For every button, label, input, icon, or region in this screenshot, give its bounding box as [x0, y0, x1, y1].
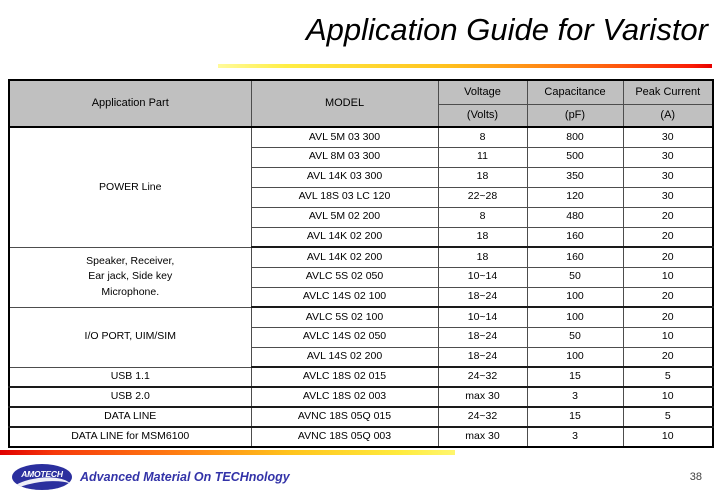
page-title: Application Guide for Varistor: [305, 12, 708, 47]
cell-capacitance: 50: [527, 267, 623, 287]
cell-model: AVLC 14S 02 100: [251, 287, 438, 307]
cell-peak-current: 20: [623, 207, 713, 227]
cell-capacitance: 100: [527, 307, 623, 327]
cell-voltage: 22~28: [438, 187, 527, 207]
cell-peak-current: 5: [623, 407, 713, 427]
cell-voltage: 18~24: [438, 287, 527, 307]
title-accent-rule: [218, 64, 712, 68]
cell-application-part: USB 1.1: [9, 367, 251, 387]
logo-wordmark: AMOTECH: [21, 469, 63, 479]
table-header-row-primary: [9, 80, 713, 105]
slide-footer: [0, 458, 720, 498]
cell-peak-current: 30: [623, 147, 713, 167]
cell-model: AVNC 18S 05Q 015: [251, 407, 438, 427]
page-number: 38: [689, 471, 702, 483]
cell-capacitance: 480: [527, 207, 623, 227]
cell-peak-current: 30: [623, 167, 713, 187]
cell-voltage: max 30: [438, 387, 527, 407]
cell-model: AVLC 18S 02 015: [251, 367, 438, 387]
cell-voltage: 18: [438, 227, 527, 247]
cell-model: AVL 14K 02 200: [251, 247, 438, 267]
cell-capacitance: 15: [527, 407, 623, 427]
cell-application-part: DATA LINE for MSM6100: [9, 427, 251, 447]
cell-capacitance: 160: [527, 247, 623, 267]
cell-application-part: POWER Line: [9, 127, 251, 247]
cell-capacitance: 350: [527, 167, 623, 187]
cell-capacitance: 100: [527, 347, 623, 367]
table-row: [9, 387, 713, 407]
cell-voltage: 24~32: [438, 367, 527, 387]
cell-peak-current: 20: [623, 227, 713, 247]
cell-voltage: 8: [438, 127, 527, 147]
cell-model: AVL 8M 03 300: [251, 147, 438, 167]
cell-application-part: DATA LINE: [9, 407, 251, 427]
cell-voltage: 18~24: [438, 347, 527, 367]
column-unit-capacitance: (pF): [527, 105, 623, 128]
cell-model: AVLC 18S 02 003: [251, 387, 438, 407]
cell-peak-current: 5: [623, 367, 713, 387]
cell-peak-current: 20: [623, 347, 713, 367]
cell-peak-current: 10: [623, 327, 713, 347]
cell-capacitance: 50: [527, 327, 623, 347]
cell-model: AVL 14K 03 300: [251, 167, 438, 187]
column-header-application-part: Application Part: [9, 80, 251, 127]
varistor-application-table: [8, 79, 714, 448]
cell-model: AVLC 5S 02 050: [251, 267, 438, 287]
cell-application-part: Speaker, Receiver, Ear jack, Side key Microphone.: [9, 247, 251, 307]
table-row: [9, 367, 713, 387]
cell-peak-current: 30: [623, 127, 713, 147]
cell-voltage: 18: [438, 167, 527, 187]
column-header-peak-current: Peak Current: [623, 80, 713, 105]
column-header-model: MODEL: [251, 80, 438, 127]
cell-capacitance: 160: [527, 227, 623, 247]
cell-model: AVL 5M 03 300: [251, 127, 438, 147]
cell-application-part: USB 2.0: [9, 387, 251, 407]
cell-voltage: 24~32: [438, 407, 527, 427]
company-tagline: Advanced Material On TECHnology: [80, 470, 290, 484]
cell-capacitance: 500: [527, 147, 623, 167]
cell-model: AVL 5M 02 200: [251, 207, 438, 227]
amotech-logo: [12, 464, 72, 490]
cell-model: AVL 14S 02 200: [251, 347, 438, 367]
table-row: [9, 127, 713, 147]
cell-voltage: 18~24: [438, 327, 527, 347]
cell-model: AVLC 5S 02 100: [251, 307, 438, 327]
cell-model: AVL 18S 03 LC 120: [251, 187, 438, 207]
table-row: [9, 407, 713, 427]
cell-model: AVLC 14S 02 050: [251, 327, 438, 347]
table-header: [9, 80, 713, 127]
column-unit-peak-current: (A): [623, 105, 713, 128]
cell-peak-current: 10: [623, 387, 713, 407]
footer-accent-rule: [0, 450, 455, 455]
column-header-voltage: Voltage: [438, 80, 527, 105]
cell-voltage: 18: [438, 247, 527, 267]
cell-capacitance: 3: [527, 427, 623, 447]
cell-model: AVL 14K 02 200: [251, 227, 438, 247]
cell-peak-current: 20: [623, 307, 713, 327]
varistor-application-table-container: [8, 79, 712, 448]
cell-capacitance: 800: [527, 127, 623, 147]
table-row: [9, 247, 713, 267]
table-body: [9, 127, 713, 447]
cell-voltage: 11: [438, 147, 527, 167]
cell-voltage: max 30: [438, 427, 527, 447]
cell-peak-current: 20: [623, 247, 713, 267]
cell-peak-current: 10: [623, 427, 713, 447]
cell-capacitance: 120: [527, 187, 623, 207]
column-unit-voltage: (Volts): [438, 105, 527, 128]
cell-voltage: 8: [438, 207, 527, 227]
cell-model: AVNC 18S 05Q 003: [251, 427, 438, 447]
table-row: [9, 307, 713, 327]
cell-voltage: 10~14: [438, 267, 527, 287]
cell-voltage: 10~14: [438, 307, 527, 327]
cell-peak-current: 20: [623, 287, 713, 307]
cell-capacitance: 3: [527, 387, 623, 407]
cell-capacitance: 100: [527, 287, 623, 307]
column-header-capacitance: Capacitance: [527, 80, 623, 105]
table-row: [9, 427, 713, 447]
cell-application-part: I/O PORT, UIM/SIM: [9, 307, 251, 367]
cell-capacitance: 15: [527, 367, 623, 387]
cell-peak-current: 10: [623, 267, 713, 287]
cell-peak-current: 30: [623, 187, 713, 207]
